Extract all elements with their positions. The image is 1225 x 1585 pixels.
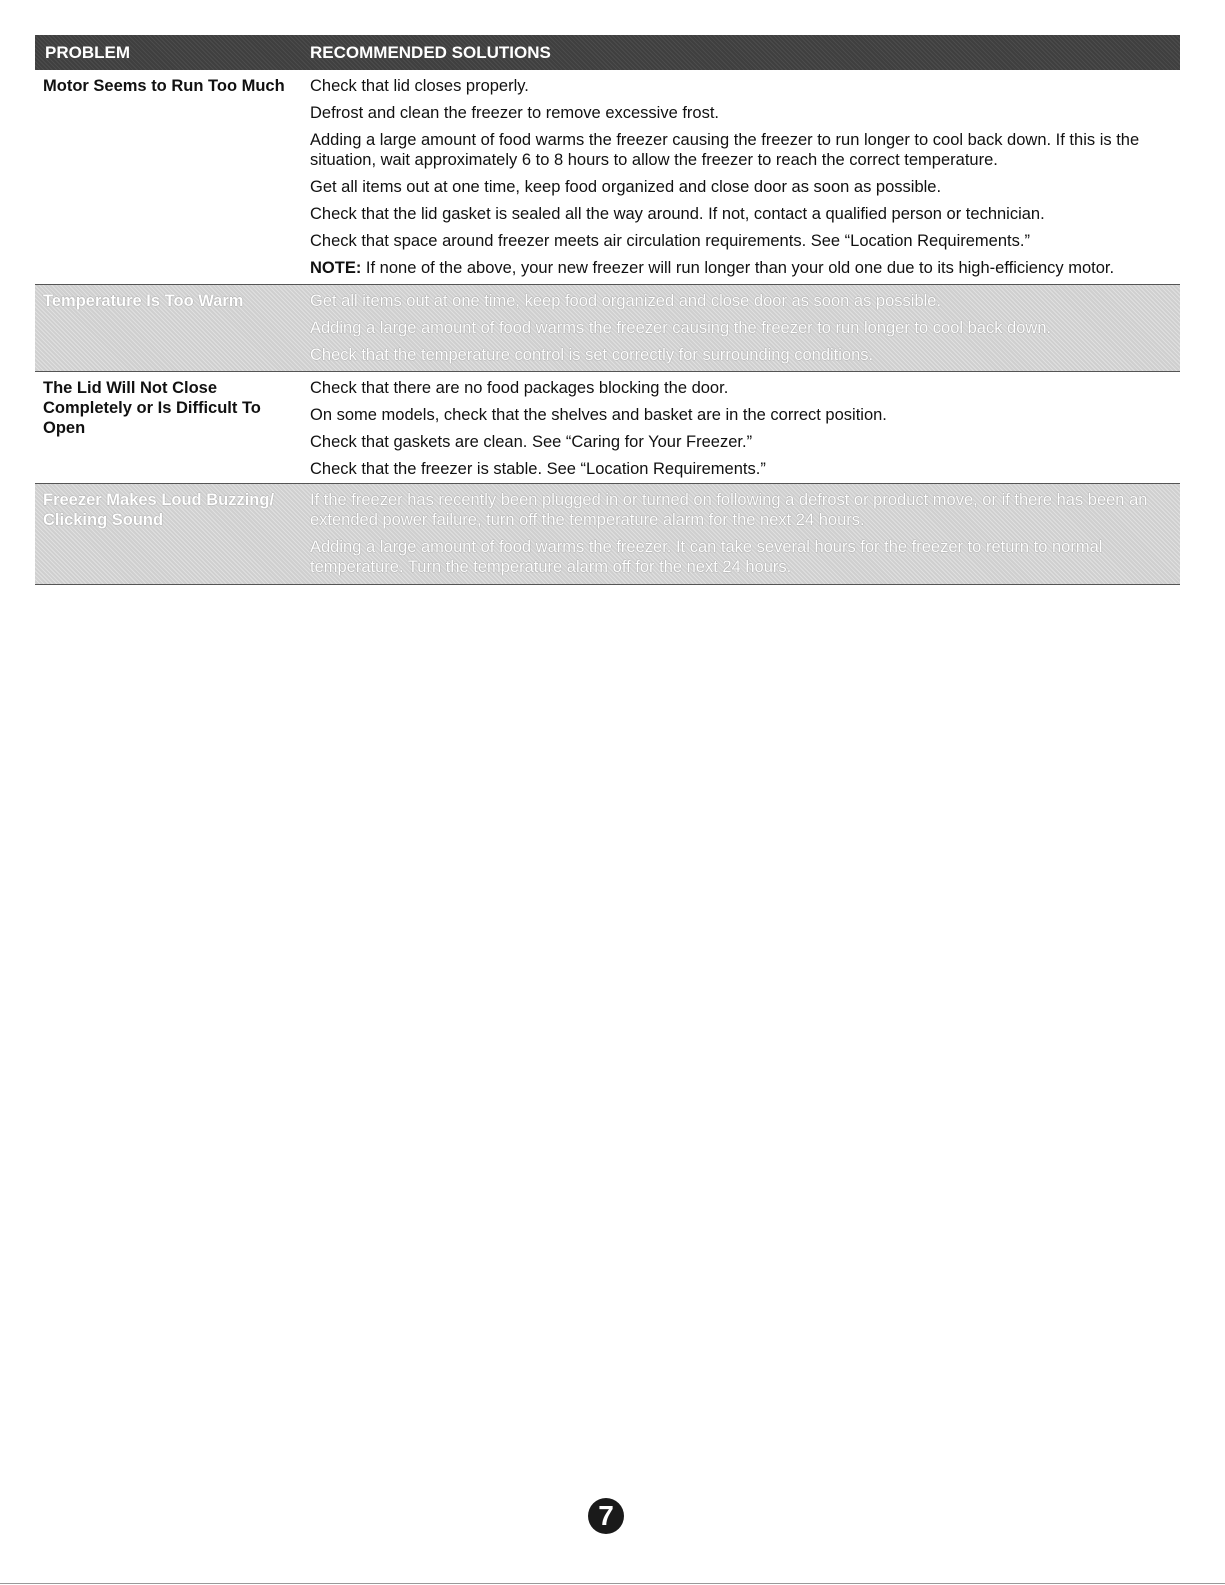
solutions-cell — [310, 484, 1180, 584]
solution-item: Adding a large amount of food warms the freezer causing the freezer to run longer to cool back down. If this is the situation, wait approximately 6 to 8 hours to allow the freezer to reach the correct temperature. — [310, 131, 1140, 169]
header-solutions: RECOMMENDED SOLUTIONS — [310, 42, 551, 62]
solution-item: Get all items out at one time, keep food organized and close door as soon as possible. — [310, 292, 942, 310]
solution-item: Check that the temperature control is set correctly for surrounding conditions. — [310, 346, 874, 364]
solution-item: Adding a large amount of food warms the freezer. It can take several hours for the freezer to return to normal temperature. Turn the temperature alarm off for the next 24 hours. — [310, 538, 1103, 576]
table-row — [35, 285, 1180, 372]
solution-item: Get all items out at one time, keep food organized and close door as soon as possible. — [310, 178, 942, 196]
solutions-cell — [310, 285, 1180, 371]
problem-cell: The Lid Will Not Close Completely or Is Difficult To Open — [43, 379, 261, 437]
solution-item: Adding a large amount of food warms the freezer causing the freezer to run longer to cool back down. — [310, 319, 1052, 337]
problem-cell: Freezer Makes Loud Buzzing/ Clicking Sound — [43, 491, 275, 529]
page-number: 7 — [588, 1498, 624, 1534]
problem-cell: Temperature Is Too Warm — [43, 292, 244, 310]
solutions-cell — [310, 70, 1180, 284]
page-bottom-divider — [0, 1583, 1225, 1584]
solution-item: On some models, check that the shelves and basket are in the correct position. — [310, 406, 887, 424]
solution-item: If the freezer has recently been plugged in or turned on following a defrost or product move, or if there has been an extended power failure, turn off the temperature alarm for the next 24 hours. — [310, 491, 1148, 529]
problem-cell: Motor Seems to Run Too Much — [43, 77, 285, 95]
solution-item: Check that there are no food packages blocking the door. — [310, 379, 729, 397]
solution-item: Check that space around freezer meets air circulation requirements. See “Location Requirements.” — [310, 232, 1030, 250]
table-row — [35, 70, 1180, 285]
table-header — [35, 35, 1180, 70]
note-item — [310, 258, 1170, 278]
note-label: NOTE: — [310, 259, 362, 277]
solution-item: Check that lid closes properly. — [310, 77, 529, 95]
solutions-cell — [310, 372, 1180, 483]
table-row — [35, 372, 1180, 484]
troubleshooting-table — [35, 35, 1180, 585]
solution-item: Check that gaskets are clean. See “Caring for Your Freezer.” — [310, 433, 753, 451]
header-problem: PROBLEM — [45, 42, 130, 62]
note-text: If none of the above, your new freezer will run longer than your old one due to its high-efficiency motor. — [361, 259, 1115, 277]
solution-item: Check that the lid gasket is sealed all the way around. If not, contact a qualified person or technician. — [310, 205, 1045, 223]
solution-item: Check that the freezer is stable. See “Location Requirements.” — [310, 460, 766, 478]
table-row — [35, 484, 1180, 585]
solution-item: Defrost and clean the freezer to remove excessive frost. — [310, 104, 720, 122]
